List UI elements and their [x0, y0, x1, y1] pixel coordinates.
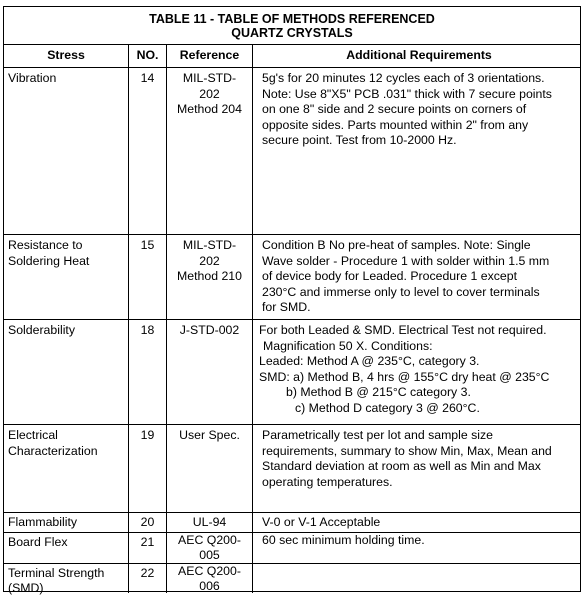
requirements-cell — [252, 533, 580, 563]
stress-text: Soldering Heat — [8, 253, 90, 268]
reference-cell — [166, 320, 252, 424]
reference-cell — [166, 68, 252, 234]
stress-text: Electrical — [8, 428, 58, 442]
requirements-text: Parametrically test per lot and sample size — [262, 428, 494, 442]
requirements-text: Magnification 50 X. Conditions: — [263, 338, 433, 353]
number-cell: 19 — [128, 425, 166, 512]
methods-table — [3, 6, 581, 595]
requirements-text: of device body for Leaded. Procedure 1 except — [262, 269, 517, 284]
number-cell: 14 — [128, 68, 166, 234]
reference-cell — [166, 425, 252, 512]
requirements-text: operating temperatures. — [262, 474, 393, 489]
reference-cell — [166, 513, 252, 532]
reference-text: Method 204 — [177, 102, 242, 117]
requirements-cell — [252, 513, 580, 532]
stress-cell — [4, 68, 128, 234]
table-row — [4, 319, 580, 424]
reference-text: J-STD-002 — [179, 323, 240, 337]
stress-cell — [4, 320, 128, 424]
reference-text: 005 — [199, 547, 220, 562]
header-row — [4, 45, 580, 67]
stress-text: Vibration — [8, 71, 57, 85]
requirements-text: requirements, summary to show Min, Max, Mean and — [262, 443, 552, 458]
reference-text: 006 — [199, 578, 220, 593]
number-cell: 15 — [128, 235, 166, 319]
stress-text: Terminal Strength — [8, 566, 105, 580]
stress-text: Solderability — [8, 323, 75, 337]
requirements-text: Note: Use 8"X5" PCB .031" thick with 7 secure points — [262, 86, 552, 101]
stress-text: (SMD) — [8, 580, 44, 595]
table-row — [4, 512, 580, 532]
table-row — [4, 424, 580, 512]
reference-text: User Spec. — [179, 428, 240, 442]
requirements-text: for SMD. — [262, 300, 311, 315]
requirements-text: 230°C and immerse only to level to cover terminals — [262, 284, 540, 299]
header-stress: Stress — [47, 48, 85, 62]
reference-text: 202 — [199, 86, 220, 101]
table-row — [4, 532, 580, 563]
requirements-text: Condition B No pre-heat of samples. Note: Single — [262, 238, 531, 252]
requirements-text: For both Leaded & SMD. Electrical Test not required. — [259, 323, 547, 337]
stress-text: Board Flex — [8, 535, 68, 549]
table-row — [4, 563, 580, 593]
requirements-text: opposite sides. Parts mounted within 2" from any — [262, 117, 529, 132]
stress-text: Characterization — [8, 443, 98, 458]
requirements-text: Wave solder - Procedure 1 with solder within 1.5 mm — [262, 253, 550, 268]
stress-cell — [4, 425, 128, 512]
requirements-text: V-0 or V-1 Acceptable — [262, 515, 381, 529]
reference-text: MIL-STD- — [182, 238, 237, 252]
table-title-line-1: TABLE 11 - TABLE OF METHODS REFERENCED — [149, 12, 435, 26]
number-cell: 22 — [128, 564, 166, 593]
reference-cell — [166, 533, 252, 563]
header-no: NO. — [128, 45, 166, 67]
requirements-text: SMD: a) Method B, 4 hrs @ 155°C dry heat @ 235°C — [259, 369, 550, 384]
table-row — [4, 67, 580, 234]
table-row — [4, 234, 580, 319]
stress-cell — [4, 533, 128, 563]
requirements-text: c) Method D category 3 @ 260°C. — [295, 400, 480, 415]
requirements-cell — [252, 564, 580, 593]
stress-cell — [4, 564, 128, 593]
reference-text: AEC Q200- — [178, 533, 241, 547]
table-title — [4, 7, 580, 45]
reference-cell — [166, 564, 252, 593]
requirements-cell — [252, 425, 580, 512]
stress-cell — [4, 513, 128, 532]
requirements-cell — [252, 68, 580, 234]
requirements-text: b) Method B @ 215°C category 3. — [286, 385, 471, 400]
stress-cell — [4, 235, 128, 319]
reference-text: UL-94 — [192, 515, 227, 529]
reference-text: 202 — [199, 253, 220, 268]
header-reference: Reference — [166, 45, 252, 67]
header-requirements: Additional Requirements — [252, 45, 580, 67]
stress-text: Flammability — [8, 515, 78, 529]
table-title-line-2: QUARTZ CRYSTALS — [231, 26, 353, 40]
reference-cell — [166, 235, 252, 319]
number-cell: 21 — [128, 533, 166, 563]
requirements-text: Leaded: Method A @ 235°C, category 3. — [259, 354, 480, 369]
reference-text: AEC Q200- — [178, 564, 241, 578]
reference-text: Method 210 — [177, 269, 242, 284]
requirements-cell — [252, 320, 580, 424]
requirements-text: 5g's for 20 minutes 12 cycles each of 3 orientations. — [262, 71, 545, 85]
requirements-cell — [252, 235, 580, 319]
number-cell: 20 — [128, 513, 166, 532]
number-cell: 18 — [128, 320, 166, 424]
requirements-text: on one 8" side and 2 secure points on corners of — [262, 102, 527, 117]
requirements-text: 60 sec minimum holding time. — [262, 533, 425, 547]
requirements-text: secure point. Test from 10-2000 Hz. — [262, 133, 457, 148]
stress-text: Resistance to — [8, 238, 83, 252]
reference-text: MIL-STD- — [182, 71, 237, 85]
requirements-text: Standard deviation at room as well as Min and Max — [262, 459, 541, 474]
